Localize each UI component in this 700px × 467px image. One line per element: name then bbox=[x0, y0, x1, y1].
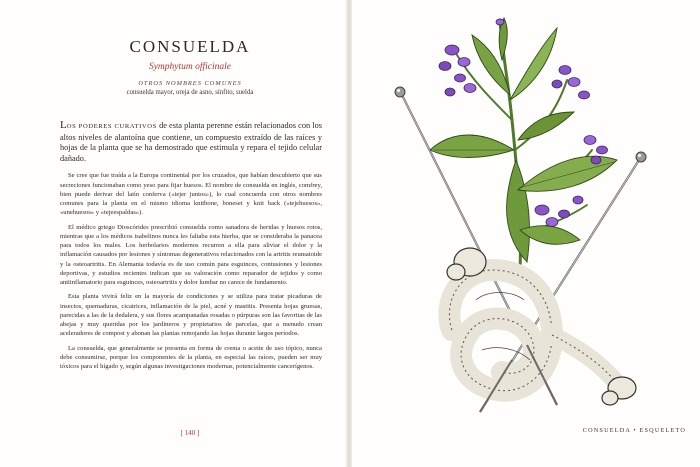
comfrey-bone-illustration bbox=[352, 0, 700, 440]
paragraph-2: Se cree que fue traída a la Europa continental por los cruzados, que habían descubierto que sus secreciones funcionaban como yeso para fijar huesos. El nombre de consuelda en inglés, comfrey, bien puede derivar del latín conferva («tejer juntos»), lo cual concuerda con otros nombres comunes para la planta en el mismo idioma knitbone, boneset y knit back («tejehuesos», «unehuesos» y «tejeespaldas»). bbox=[60, 172, 322, 217]
drop-cap: L bbox=[60, 119, 67, 131]
common-names: consuelda mayor, oreja de asno, sínfito, suelda bbox=[126, 89, 254, 96]
lead-paragraph bbox=[60, 120, 322, 164]
paragraph-3: El médico griego Dioscórides prescribió consuelda como sanadora de heridas y huesos rotos, mientras que a los médicos isabelinos nunca les faltaba esta hierba, que se consideraba la panacea para todos los males. Los herbolarios modernos recurren a ella para aliviar el dolor y la inflamación causados por lesiones y síntomas degenerativos relacionados con la artritis reumatoide y la osteoartritis. En Alemania todavía es de uso común para esguinces, contusiones y lesiones deportivas, y estudios recientes indican que su valoración como reparador de tejidos y como antiinflamatorio para esguinces, osteoartritis y dolor lumbar no carece de fundamento. bbox=[60, 223, 322, 286]
common-names-heading: OTROS NOMBRES COMUNES bbox=[138, 80, 242, 87]
body-text bbox=[60, 120, 322, 377]
knotted-bone bbox=[447, 248, 636, 405]
paragraph-5: La consuelda, que generalmente se presenta en forma de crema o aceite de uso tópico, nunca debe consumirse, porque los componentes de la planta, en especial las raíces, pueden ser muy tóxicos para el hígado y, según algunas investigaciones modernas, potencialmente cancerígenos. bbox=[60, 344, 322, 371]
lead-text: de esta planta perenne están relacionados con los altos niveles de alantoína que contiene, un compuesto extraído de las raíces y hojas de la planta que se ha demostrado que estimula y repara el tejido celular dañado. bbox=[60, 121, 322, 163]
page-number: [ 140 ] bbox=[180, 429, 200, 437]
page-title: CONSUELDA bbox=[129, 37, 251, 56]
scientific-name: Symphytum officinale bbox=[148, 62, 232, 72]
paragraph-4: Esta planta vivirá feliz en la mayoría de condiciones y se utiliza para tratar picaduras de insectos, quemaduras, cicatrices, inflamación de la piel, acné y mastitis. Presenta hojas gruesas, parecidas a las de la dedalera, y sus flores acampanadas rosadas o púrpuras son las favoritas de las abejas y muy queridas por los jardineros y propietarios de parcelas, que a menudo crean aceleradores de compost y abonan las plantas remojando las hojas durante largos períodos. bbox=[60, 293, 322, 338]
lead-smallcaps: OS PODERES CURATIVOS bbox=[66, 123, 157, 130]
illustration-caption: CONSUELDA • ESQUELETO bbox=[582, 427, 686, 434]
left-page bbox=[0, 0, 348, 467]
